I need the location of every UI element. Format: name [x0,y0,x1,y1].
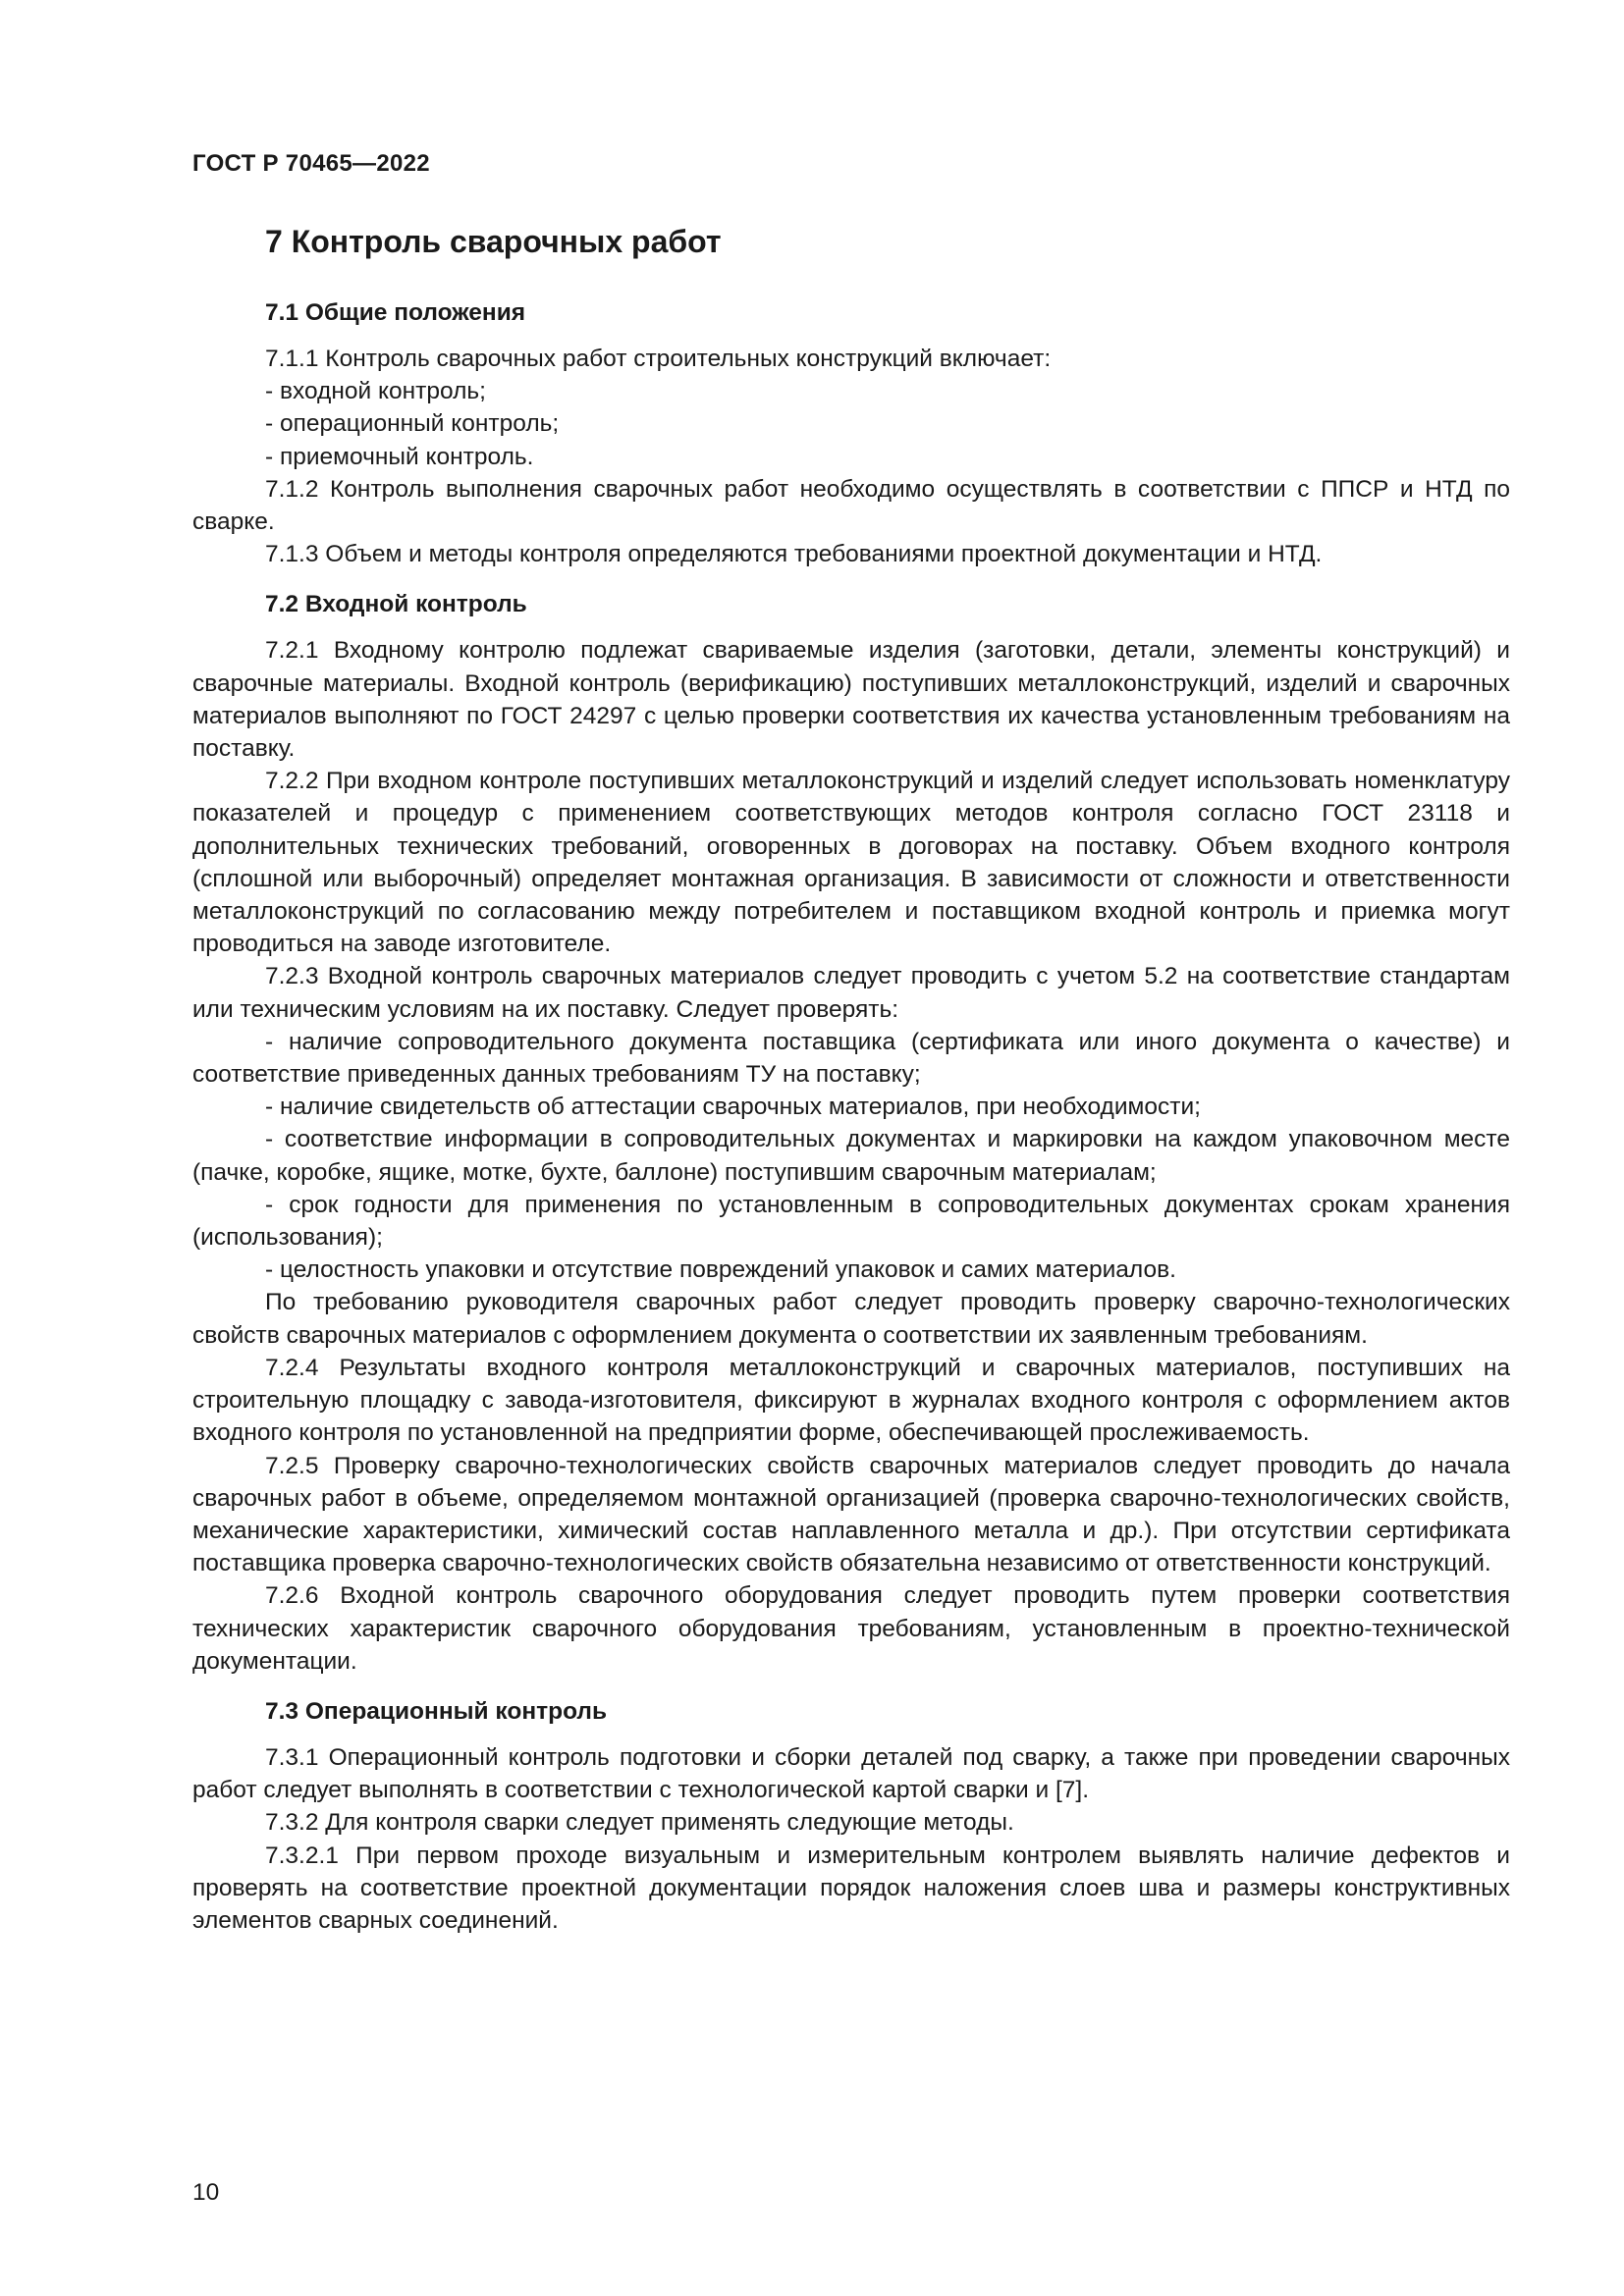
list-item: - операционный контроль; [265,410,560,438]
page-number: 10 [192,2179,220,2206]
running-header: ГОСТ Р 70465—2022 [192,150,430,177]
list-item: - целостность упаковки и отсутствие повреждений упаковок и самих материалов. [265,1256,1176,1284]
paragraph-7-2-2: 7.2.2 При входном контроле поступивших металлоконструкций и изделий следует использовать номенклатуру показателей и процедур с применением соответствующих методов контроля согласно ГОСТ 23118 и дополнительных технических требований, оговоренных в договорах на поставку. Объем входного контроля (сплошной или выборочный) определяет монтажная организация. В зависимости от сложности и ответственности металлоконструкций по согласованию между потребителем и поставщиком входной контроль и приемка могут проводиться на заводе изготовителе. [192,768,1510,958]
subsection-title-7-3: 7.3 Операционный контроль [265,1697,608,1725]
subsection-title-7-1: 7.1 Общие положения [265,299,526,326]
section-title: 7 Контроль сварочных работ [265,224,722,259]
paragraph-7-1-1: 7.1.1 Контроль сварочных работ строительных конструкций включает: [265,346,1052,372]
paragraph-7-2-5: 7.2.5 Проверку сварочно-технологических свойств сварочных материалов следует проводить до начала сварочных работ в объеме, определяемом монтажной организацией (проверка сварочно-технологических свойств, механические характеристики, химический состав наплавленного металла и др.). При отсутствии сертификата поставщика проверка сварочно-технологических свойств обязательна независимо от ответственности конструкций. [192,1452,1510,1577]
list-item: - наличие свидетельств об аттестации сварочных материалов, при необходимости; [265,1094,1201,1121]
list-item: - приемочный контроль. [265,443,534,470]
paragraph-7-2-3-note: По требованию руководителя сварочных работ следует проводить проверку сварочно-технологических свойств сварочных материалов с оформлением документа о соответствии их заявленным требованиям. [192,1289,1510,1349]
paragraph-7-1-3: 7.1.3 Объем и методы контроля определяются требованиями проектной документации и НТД. [265,541,1323,568]
paragraph-7-3-1: 7.3.1 Операционный контроль подготовки и сборки деталей под сварку, а также при проведении сварочных работ следует выполнять в соответствии с технологической картой сварки и [7]. [192,1743,1510,1804]
paragraph-7-3-2: 7.3.2 Для контроля сварки следует применять следующие методы. [265,1809,1014,1837]
list-item: - соответствие информации в сопроводительных документах и маркировки на каждом упаковочном месте (пачке, коробке, ящике, мотке, бухте, баллоне) поступившим сварочным материалам; [192,1126,1510,1186]
subsection-title-7-2: 7.2 Входной контроль [265,591,527,618]
paragraph-7-2-6: 7.2.6 Входной контроль сварочного оборудования следует проводить путем проверки соответствия технических характеристик сварочного оборудования требованиям, установленным в проектно-технической документации. [192,1582,1510,1675]
paragraph-7-2-1: 7.2.1 Входному контролю подлежат свариваемые изделия (заготовки, детали, элементы конструкций) и сварочные материалы. Входной контроль (верификацию) поступивших металлоконструкций, изделий и сварочных материалов выполняют по ГОСТ 24297 с целью проверки соответствия их качества установленным требованиям на поставку. [192,637,1510,763]
page-content [192,222,1510,1937]
list-item: - входной контроль; [265,378,486,405]
list-item: - срок годности для применения по установленным в сопроводительных документах срокам хранения (использования); [192,1191,1510,1252]
list-item: - наличие сопроводительного документа поставщика (сертификата или иного документа о качестве) и соответствие приведенных данных требованиям ТУ на поставку; [192,1028,1510,1089]
paragraph-7-3-2-1: 7.3.2.1 При первом проходе визуальным и измерительным контролем выявлять наличие дефектов и проверять на соответствие проектной документации порядок наложения слоев шва и размеры конструктивных элементов сварных соединений. [192,1842,1510,1934]
paragraph-7-1-2: 7.1.2 Контроль выполнения сварочных работ необходимо осуществлять в соответствии с ППСР и НТД по сварке. [192,475,1510,536]
paragraph-7-2-3: 7.2.3 Входной контроль сварочных материалов следует проводить с учетом 5.2 на соответствие стандартам или техническим условиям на их поставку. Следует проверять: [192,963,1510,1023]
paragraph-7-2-4: 7.2.4 Результаты входного контроля металлоконструкций и сварочных материалов, поступивших на строительную площадку с завода-изготовителя, фиксируют в журналах входного контроля с оформлением актов входного контроля по установленной на предприятии форме, обеспечивающей прослеживаемость. [192,1354,1510,1447]
